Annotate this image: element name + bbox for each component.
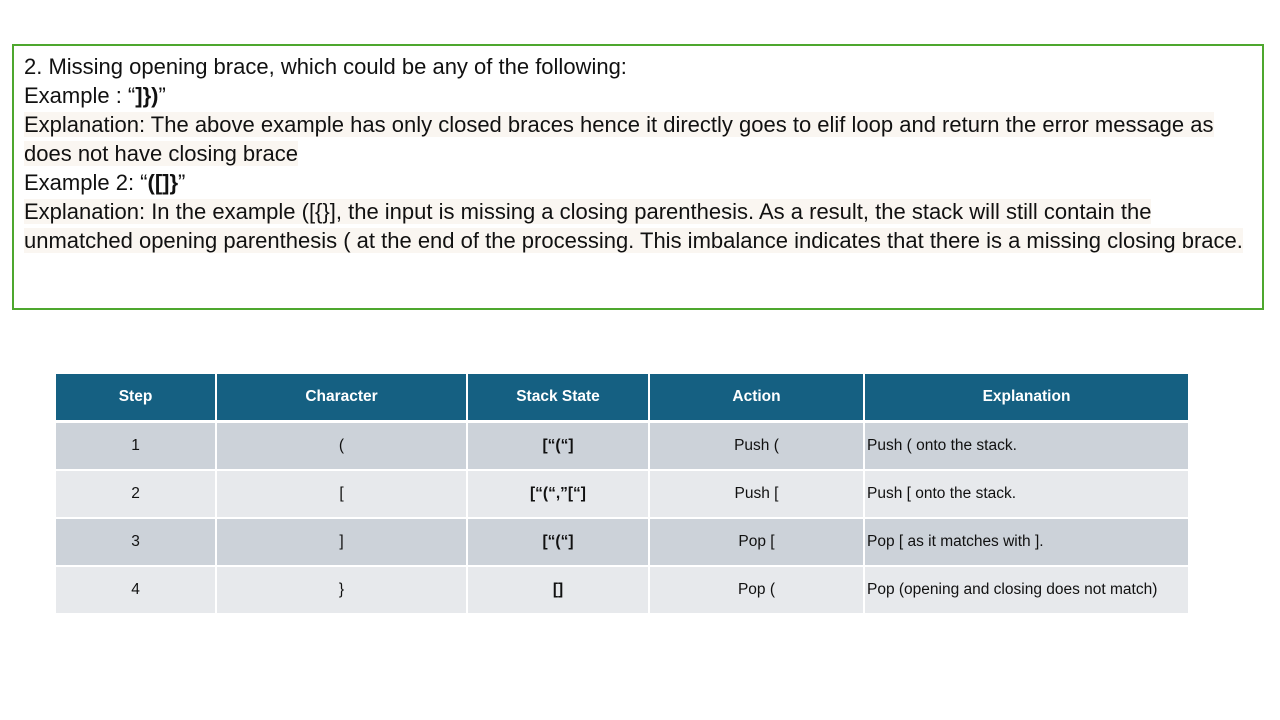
cell-explanation: Push ( onto the stack. [864, 422, 1188, 471]
cell-action: Push [ [649, 470, 864, 518]
header-stack-state: Stack State [467, 374, 649, 422]
table-row [56, 566, 1188, 614]
example-1-label: Example : “ [24, 83, 136, 108]
cell-stack-state: [“(“] [467, 422, 649, 471]
cell-step: 3 [56, 518, 216, 566]
example-2-close-quote: ” [178, 170, 186, 195]
table-header-row [56, 374, 1188, 422]
cell-action: Pop ( [649, 566, 864, 614]
cell-explanation: Push [ onto the stack. [864, 470, 1188, 518]
cell-stack-state: [“(“,”[“] [467, 470, 649, 518]
example-1 [24, 81, 1252, 110]
cell-stack-state: [“(“] [467, 518, 649, 566]
table-row [56, 422, 1188, 471]
cell-character: [ [216, 470, 467, 518]
example-1-code: ]}) [135, 83, 159, 108]
cell-character: ( [216, 422, 467, 471]
cell-character: ] [216, 518, 467, 566]
cell-step: 4 [56, 566, 216, 614]
table-row [56, 470, 1188, 518]
cell-action: Push ( [649, 422, 864, 471]
cell-character: } [216, 566, 467, 614]
cell-stack-state: [] [467, 566, 649, 614]
cell-step: 1 [56, 422, 216, 471]
explanation-2-text: Explanation: In the example ([{}], the input is missing a closing parenthesis. As a result, the stack will still contain the unmatched opening parenthesis ( at the end of the processing. This imbalance indicates that there is a missing closing brace. [24, 199, 1243, 253]
header-step: Step [56, 374, 216, 422]
header-action: Action [649, 374, 864, 422]
cell-explanation: Pop (opening and closing does not match) [864, 566, 1188, 614]
cell-action: Pop [ [649, 518, 864, 566]
explanation-1 [24, 110, 1252, 168]
header-character: Character [216, 374, 467, 422]
cell-explanation: Pop [ as it matches with ]. [864, 518, 1188, 566]
explanation-2 [24, 197, 1252, 255]
explanation-1-text: Explanation: The above example has only closed braces hence it directly goes to elif loop and return the error message as does not have closing brace [24, 112, 1214, 166]
section-heading: 2. Missing opening brace, which could be any of the following: [24, 54, 627, 79]
example-1-close-quote: ” [158, 83, 166, 108]
stack-trace-table [56, 374, 1188, 615]
example-2-label: Example 2: “ [24, 170, 148, 195]
explanation-textbox [12, 44, 1264, 310]
header-explanation: Explanation [864, 374, 1188, 422]
table-row [56, 518, 1188, 566]
example-2-code: ([]} [147, 170, 179, 195]
example-2 [24, 168, 1252, 197]
cell-step: 2 [56, 470, 216, 518]
